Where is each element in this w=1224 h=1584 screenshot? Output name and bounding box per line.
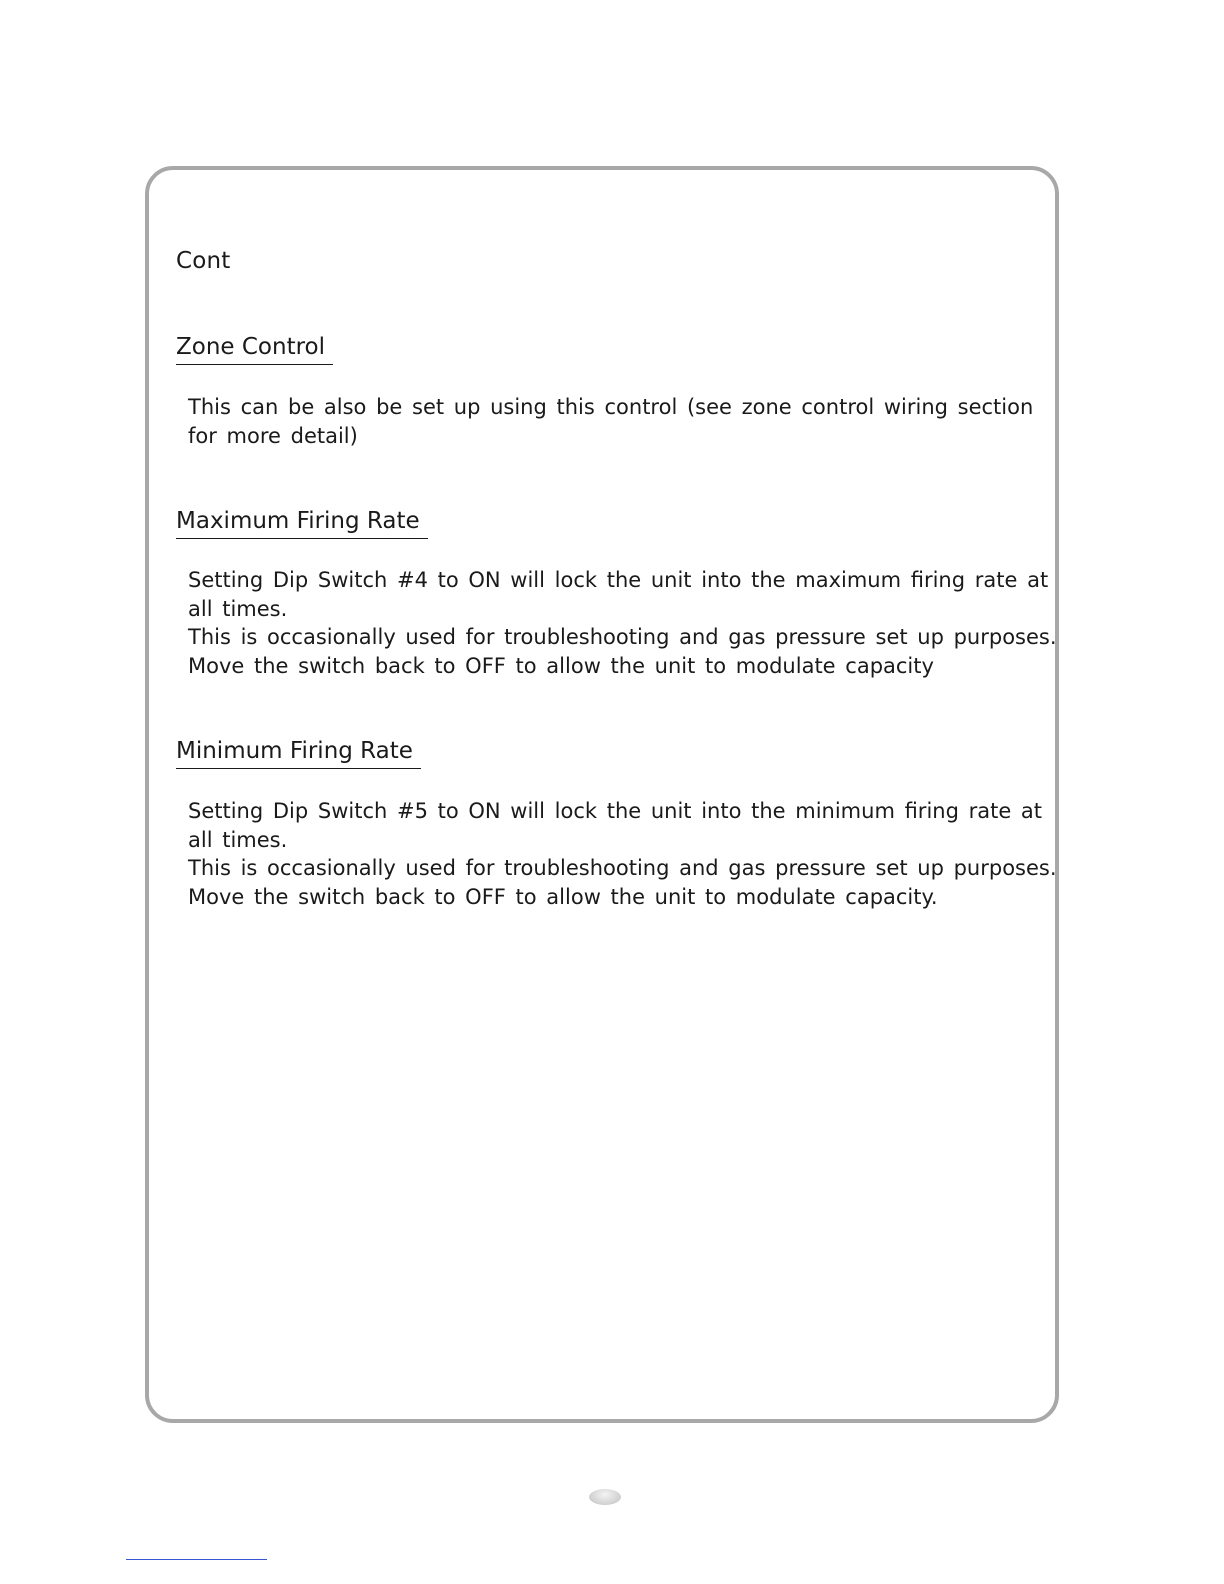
page-number-badge bbox=[589, 1489, 621, 1505]
maximum-firing-rate-text: Setting Dip Switch #4 to ON will lock the unit into the maximum firing rate at all times. This is occasionally used for troubleshooting and gas pressure set up purposes. Move the switch back to OFF to allow the unit to modulate capacity bbox=[188, 568, 1057, 678]
maximum-firing-rate-heading: Maximum Firing Rate bbox=[176, 508, 428, 539]
minimum-firing-rate-heading: Minimum Firing Rate bbox=[176, 738, 421, 769]
continuation-label: Cont bbox=[176, 248, 231, 274]
minimum-firing-rate-text: Setting Dip Switch #5 to ON will lock the unit into the minimum firing rate at all times. This is occasionally used for troubleshooting and gas pressure set up purposes. Move the switch back to OFF to allow the unit to modulate capacity. bbox=[188, 799, 1057, 909]
footer-rule bbox=[126, 1559, 267, 1560]
zone-control-text: This can be also be set up using this control (see zone control wiring section for more detail) bbox=[188, 395, 1034, 448]
zone-control-heading: Zone Control bbox=[176, 334, 333, 365]
